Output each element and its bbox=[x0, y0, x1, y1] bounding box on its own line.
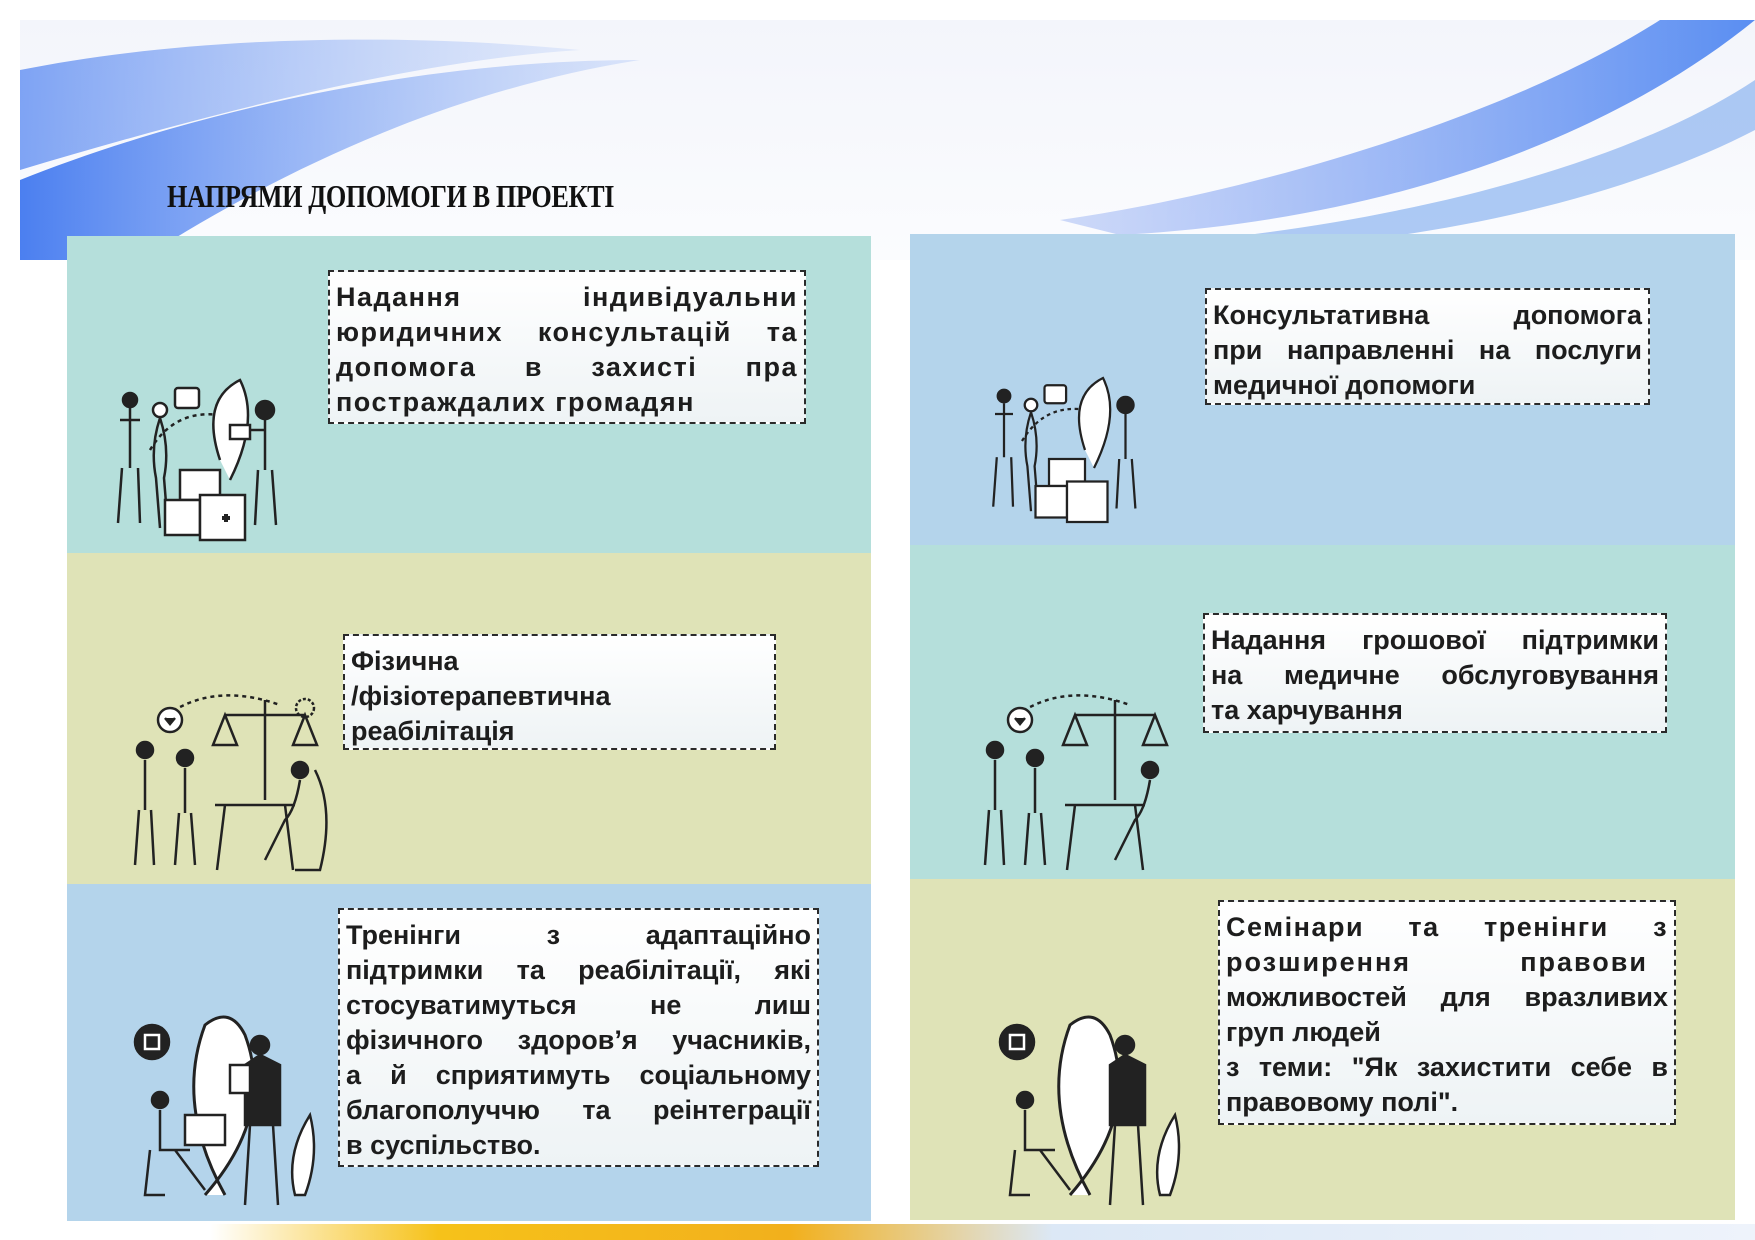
text-line: правовому полі". bbox=[1226, 1087, 1459, 1117]
text-line: стосуватимуться не лиш bbox=[346, 990, 811, 1020]
text-line: Тренінги з адаптаційно bbox=[346, 920, 811, 950]
text-line: при направленні на послуги bbox=[1213, 335, 1642, 365]
text-line: а й сприятимуть соціальному bbox=[346, 1060, 811, 1090]
text-line: /фізіотерапевтична bbox=[351, 681, 611, 711]
text-line: Семінари та тренінги з bbox=[1226, 912, 1668, 942]
text-line: розширення правови bbox=[1226, 947, 1648, 977]
people-boxes-illustration bbox=[110, 360, 330, 560]
card-financial-support-text bbox=[1203, 613, 1667, 733]
people-scales-illustration bbox=[115, 670, 335, 880]
header-banner bbox=[20, 20, 1755, 260]
text-line: можливостей для вразливих bbox=[1226, 982, 1668, 1012]
ribbon-people-illustration bbox=[125, 995, 340, 1215]
text-line: благополуччю та реінтеграції bbox=[346, 1095, 811, 1125]
text-line: та харчування bbox=[1211, 695, 1403, 725]
footer-stripe bbox=[0, 1224, 1755, 1240]
text-line: допомога в захисті пра bbox=[336, 352, 798, 382]
text-line: підтримки та реабілітації, які bbox=[346, 955, 811, 985]
text-line: юридичних консультацій та bbox=[336, 317, 798, 347]
card-seminars-text bbox=[1218, 900, 1676, 1125]
text-line: Фізична bbox=[351, 646, 459, 676]
text-line: Надання індивідуальни bbox=[336, 282, 798, 312]
people-scales-illustration bbox=[965, 670, 1185, 880]
ribbon-people-illustration bbox=[990, 995, 1205, 1215]
wave-decoration bbox=[20, 20, 1755, 260]
text-line: фізичного здоров’я учасників, bbox=[346, 1025, 811, 1055]
text-line: медичної допомоги bbox=[1213, 370, 1476, 400]
card-physical-rehab-text bbox=[343, 634, 776, 750]
text-line: Надання грошової підтримки bbox=[1211, 625, 1659, 655]
text-line: на медичне обслуговування bbox=[1211, 660, 1659, 690]
text-line: з теми: "Як захистити себе в bbox=[1226, 1052, 1668, 1082]
text-line: груп людей bbox=[1226, 1017, 1381, 1047]
page-title: НАПРЯМИ ДОПОМОГИ В ПРОЕКТІ bbox=[167, 178, 614, 214]
people-boxes-illustration bbox=[985, 360, 1185, 540]
card-trainings-text bbox=[338, 908, 819, 1167]
card-legal-consultation-text bbox=[328, 270, 806, 424]
text-line: реабілітація bbox=[351, 716, 515, 746]
text-line: в суспільство. bbox=[346, 1130, 541, 1160]
text-line: Консультативна допомога bbox=[1213, 300, 1642, 330]
card-medical-consultation-text bbox=[1205, 288, 1650, 405]
text-line: постраждалих громадян bbox=[336, 387, 695, 417]
